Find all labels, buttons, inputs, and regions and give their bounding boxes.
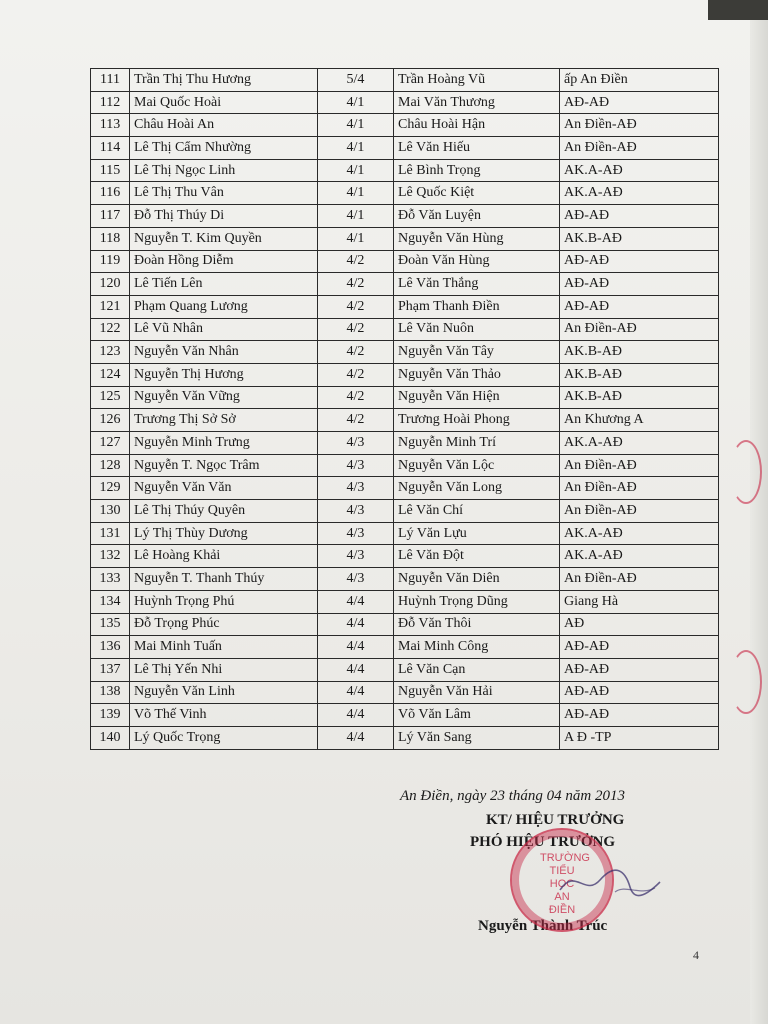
table-row xyxy=(91,522,719,545)
row-number: 124 xyxy=(91,363,130,386)
table-row xyxy=(91,363,719,386)
address-cell: AĐ-AĐ xyxy=(560,91,719,114)
table-row xyxy=(91,295,719,318)
class-cell: 4/1 xyxy=(318,114,394,137)
class-cell: 4/1 xyxy=(318,91,394,114)
parent-name: Huỳnh Trọng Dũng xyxy=(394,590,560,613)
student-list-table xyxy=(90,68,719,750)
parent-name: Lý Văn Sang xyxy=(394,726,560,749)
row-number: 130 xyxy=(91,500,130,523)
student-name: Nguyễn Văn Vững xyxy=(130,386,318,409)
class-cell: 4/4 xyxy=(318,704,394,727)
parent-name: Nguyễn Văn Hùng xyxy=(394,227,560,250)
student-name: Trương Thị Sở Sở xyxy=(130,409,318,432)
row-number: 125 xyxy=(91,386,130,409)
student-name: Đỗ Thị Thúy Di xyxy=(130,205,318,228)
edge-seal-bottom xyxy=(730,650,762,714)
address-cell: AK.B-AĐ xyxy=(560,341,719,364)
row-number: 117 xyxy=(91,205,130,228)
row-number: 129 xyxy=(91,477,130,500)
address-cell: An Điền-AĐ xyxy=(560,114,719,137)
parent-name: Đoàn Văn Hùng xyxy=(394,250,560,273)
student-name: Đỗ Trọng Phúc xyxy=(130,613,318,636)
class-cell: 4/1 xyxy=(318,182,394,205)
parent-name: Nguyễn Minh Trí xyxy=(394,432,560,455)
table-row xyxy=(91,454,719,477)
address-cell: AK.A-AĐ xyxy=(560,159,719,182)
parent-name: Nguyễn Văn Thảo xyxy=(394,363,560,386)
table-row xyxy=(91,726,719,749)
class-cell: 4/3 xyxy=(318,522,394,545)
table-row xyxy=(91,386,719,409)
address-cell: AK.B-AĐ xyxy=(560,227,719,250)
address-cell: AĐ xyxy=(560,613,719,636)
address-cell: AK.A-AĐ xyxy=(560,545,719,568)
row-number: 135 xyxy=(91,613,130,636)
row-number: 121 xyxy=(91,295,130,318)
table-row xyxy=(91,91,719,114)
class-cell: 4/3 xyxy=(318,432,394,455)
address-cell: AK.A-AĐ xyxy=(560,182,719,205)
signer-name: Nguyễn Thành Trúc xyxy=(478,918,608,934)
table-row xyxy=(91,432,719,455)
parent-name: Nguyễn Văn Long xyxy=(394,477,560,500)
class-cell: 4/1 xyxy=(318,159,394,182)
address-cell: AĐ-AĐ xyxy=(560,295,719,318)
row-number: 134 xyxy=(91,590,130,613)
class-cell: 4/1 xyxy=(318,227,394,250)
student-name: Nguyễn T. Kim Quyền xyxy=(130,227,318,250)
student-name: Lê Thị Cẩm Nhường xyxy=(130,137,318,160)
table-row xyxy=(91,273,719,296)
address-cell: AĐ-AĐ xyxy=(560,658,719,681)
parent-name: Lê Văn Cạn xyxy=(394,658,560,681)
table-row xyxy=(91,545,719,568)
row-number: 115 xyxy=(91,159,130,182)
class-cell: 4/2 xyxy=(318,386,394,409)
date-line: An Điền, ngày 23 tháng 04 năm 2013 xyxy=(400,788,625,804)
table-row xyxy=(91,227,719,250)
parent-name: Trương Hoài Phong xyxy=(394,409,560,432)
class-cell: 4/4 xyxy=(318,681,394,704)
class-cell: 4/3 xyxy=(318,477,394,500)
student-name: Nguyễn Văn Linh xyxy=(130,681,318,704)
row-number: 116 xyxy=(91,182,130,205)
parent-name: Châu Hoài Hận xyxy=(394,114,560,137)
student-name: Lý Thị Thùy Dương xyxy=(130,522,318,545)
row-number: 123 xyxy=(91,341,130,364)
row-number: 137 xyxy=(91,658,130,681)
table-row xyxy=(91,704,719,727)
parent-name: Lê Văn Đột xyxy=(394,545,560,568)
table-row xyxy=(91,681,719,704)
address-cell: An Điền-AĐ xyxy=(560,568,719,591)
address-cell: An Điền-AĐ xyxy=(560,318,719,341)
parent-name: Nguyễn Văn Diên xyxy=(394,568,560,591)
row-number: 127 xyxy=(91,432,130,455)
table-row xyxy=(91,409,719,432)
student-name: Nguyễn T. Ngọc Trâm xyxy=(130,454,318,477)
address-cell: AK.B-AĐ xyxy=(560,363,719,386)
table-row xyxy=(91,590,719,613)
table-row xyxy=(91,500,719,523)
class-cell: 4/4 xyxy=(318,590,394,613)
class-cell: 4/2 xyxy=(318,273,394,296)
student-name: Châu Hoài An xyxy=(130,114,318,137)
address-cell: AK.B-AĐ xyxy=(560,386,719,409)
row-number: 118 xyxy=(91,227,130,250)
signer-title-2: PHÓ HIỆU TRƯỞNG xyxy=(470,834,616,850)
row-number: 131 xyxy=(91,522,130,545)
student-name: Lê Thị Yến Nhi xyxy=(130,658,318,681)
row-number: 138 xyxy=(91,681,130,704)
parent-name: Đỗ Văn Luyện xyxy=(394,205,560,228)
class-cell: 4/2 xyxy=(318,295,394,318)
row-number: 112 xyxy=(91,91,130,114)
student-name: Nguyễn Thị Hương xyxy=(130,363,318,386)
row-number: 111 xyxy=(91,69,130,92)
class-cell: 4/2 xyxy=(318,318,394,341)
class-cell: 4/3 xyxy=(318,545,394,568)
address-cell: An Điền-AĐ xyxy=(560,137,719,160)
student-name: Lê Vũ Nhân xyxy=(130,318,318,341)
table-row xyxy=(91,658,719,681)
row-number: 114 xyxy=(91,137,130,160)
row-number: 122 xyxy=(91,318,130,341)
row-number: 136 xyxy=(91,636,130,659)
student-name: Nguyễn T. Thanh Thúy xyxy=(130,568,318,591)
parent-name: Võ Văn Lâm xyxy=(394,704,560,727)
page-edge xyxy=(750,0,768,1024)
table-row xyxy=(91,205,719,228)
class-cell: 4/4 xyxy=(318,636,394,659)
table-row xyxy=(91,159,719,182)
row-number: 140 xyxy=(91,726,130,749)
seal-line-1: TRƯỜNG xyxy=(540,852,590,864)
class-cell: 4/1 xyxy=(318,137,394,160)
parent-name: Lê Văn Nuôn xyxy=(394,318,560,341)
student-name: Võ Thế Vinh xyxy=(130,704,318,727)
student-name: Lê Thị Thu Vân xyxy=(130,182,318,205)
seal-line-2: TIỂU HỌC xyxy=(549,865,575,890)
address-cell: AĐ-AĐ xyxy=(560,704,719,727)
parent-name: Đỗ Văn Thôi xyxy=(394,613,560,636)
table-row xyxy=(91,250,719,273)
table-row xyxy=(91,318,719,341)
class-cell: 4/2 xyxy=(318,250,394,273)
address-cell: AĐ-AĐ xyxy=(560,250,719,273)
student-name: Nguyễn Văn Văn xyxy=(130,477,318,500)
student-name: Trần Thị Thu Hương xyxy=(130,69,318,92)
student-name: Lê Tiến Lên xyxy=(130,273,318,296)
address-cell: AĐ-AĐ xyxy=(560,636,719,659)
edge-seal-top xyxy=(730,440,762,504)
class-cell: 4/1 xyxy=(318,205,394,228)
parent-name: Lê Văn Chí xyxy=(394,500,560,523)
address-cell: AK.A-AĐ xyxy=(560,432,719,455)
parent-name: Nguyễn Văn Tây xyxy=(394,341,560,364)
address-cell: AĐ-AĐ xyxy=(560,681,719,704)
table-row xyxy=(91,636,719,659)
parent-name: Mai Văn Thương xyxy=(394,91,560,114)
address-cell: An Điền-AĐ xyxy=(560,500,719,523)
student-name: Nguyễn Minh Trưng xyxy=(130,432,318,455)
table-row xyxy=(91,182,719,205)
class-cell: 4/3 xyxy=(318,568,394,591)
address-cell: AĐ-AĐ xyxy=(560,205,719,228)
table-row xyxy=(91,69,719,92)
row-number: 133 xyxy=(91,568,130,591)
parent-name: Nguyễn Văn Hải xyxy=(394,681,560,704)
table-row xyxy=(91,568,719,591)
table-row xyxy=(91,613,719,636)
address-cell: An Điền-AĐ xyxy=(560,454,719,477)
table-row xyxy=(91,341,719,364)
student-name: Mai Quốc Hoài xyxy=(130,91,318,114)
student-name: Lý Quốc Trọng xyxy=(130,726,318,749)
table-row xyxy=(91,114,719,137)
row-number: 113 xyxy=(91,114,130,137)
table-row xyxy=(91,137,719,160)
address-cell: Giang Hà xyxy=(560,590,719,613)
parent-name: Trần Hoàng Vũ xyxy=(394,69,560,92)
address-cell: A Đ -TP xyxy=(560,726,719,749)
student-name: Lê Thị Ngọc Linh xyxy=(130,159,318,182)
address-cell: An Khương A xyxy=(560,409,719,432)
address-cell: ấp An Điền xyxy=(560,69,719,92)
parent-name: Mai Minh Công xyxy=(394,636,560,659)
page-corner-shadow xyxy=(708,0,768,20)
class-cell: 4/3 xyxy=(318,454,394,477)
class-cell: 5/4 xyxy=(318,69,394,92)
address-cell: An Điền-AĐ xyxy=(560,477,719,500)
row-number: 139 xyxy=(91,704,130,727)
parent-name: Lý Văn Lựu xyxy=(394,522,560,545)
parent-name: Nguyễn Văn Hiện xyxy=(394,386,560,409)
class-cell: 4/2 xyxy=(318,363,394,386)
parent-name: Lê Văn Hiếu xyxy=(394,137,560,160)
class-cell: 4/4 xyxy=(318,726,394,749)
class-cell: 4/3 xyxy=(318,500,394,523)
seal-line-3: AN ĐIỀN xyxy=(548,891,576,916)
student-name: Đoàn Hồng Diễm xyxy=(130,250,318,273)
student-list-body xyxy=(91,69,719,750)
signer-title-1: KT/ HIỆU TRƯỞNG xyxy=(486,812,625,828)
class-cell: 4/4 xyxy=(318,658,394,681)
parent-name: Lê Văn Thắng xyxy=(394,273,560,296)
student-name: Nguyễn Văn Nhân xyxy=(130,341,318,364)
row-number: 119 xyxy=(91,250,130,273)
student-name: Lê Hoàng Khải xyxy=(130,545,318,568)
parent-name: Lê Quốc Kiệt xyxy=(394,182,560,205)
address-cell: AĐ-AĐ xyxy=(560,273,719,296)
handwritten-signature xyxy=(555,862,665,902)
row-number: 128 xyxy=(91,454,130,477)
parent-name: Lê Bình Trọng xyxy=(394,159,560,182)
class-cell: 4/2 xyxy=(318,341,394,364)
student-name: Mai Minh Tuấn xyxy=(130,636,318,659)
table-row xyxy=(91,477,719,500)
student-name: Phạm Quang Lương xyxy=(130,295,318,318)
student-name: Lê Thị Thúy Quyên xyxy=(130,500,318,523)
student-name: Huỳnh Trọng Phú xyxy=(130,590,318,613)
row-number: 126 xyxy=(91,409,130,432)
parent-name: Nguyễn Văn Lộc xyxy=(394,454,560,477)
class-cell: 4/4 xyxy=(318,613,394,636)
address-cell: AK.A-AĐ xyxy=(560,522,719,545)
page-number: 4 xyxy=(693,948,699,962)
row-number: 120 xyxy=(91,273,130,296)
class-cell: 4/2 xyxy=(318,409,394,432)
row-number: 132 xyxy=(91,545,130,568)
parent-name: Phạm Thanh Điền xyxy=(394,295,560,318)
